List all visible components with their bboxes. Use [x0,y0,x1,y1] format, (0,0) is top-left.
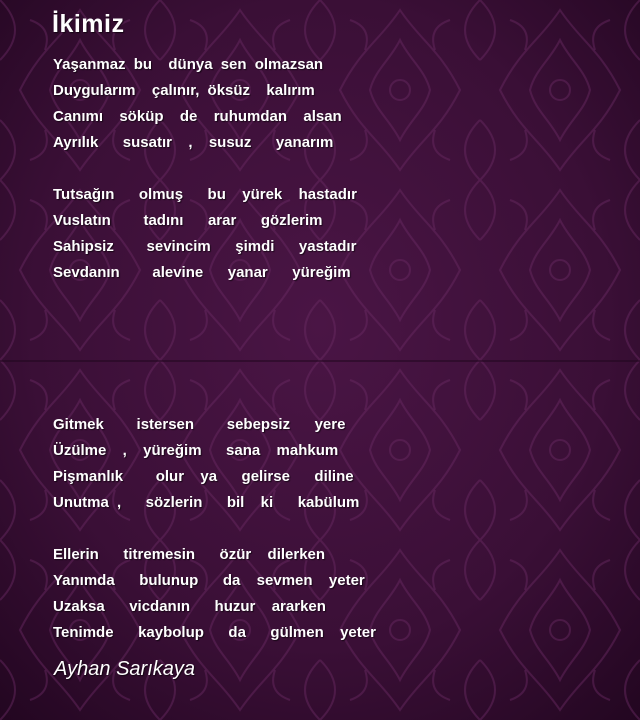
poem-line: Ayrılık susatır , susuz yanarım [53,134,334,151]
poem-line: Gitmek istersen sebepsiz yere [53,416,346,433]
poem-line: Canımı söküp de ruhumdan alsan [53,108,342,125]
poem-line: Yaşanmaz bu dünya sen olmazsan [53,56,324,73]
poem-line: Ellerin titremesin özür dilerken [53,546,326,563]
stanza-2 [53,182,357,286]
stanza-3 [53,412,359,516]
poem-line: Unutma , sözlerin bil ki kabülum [53,494,360,511]
poem-line: Yanımda bulunup da sevmen yeter [53,572,365,589]
stanza-1 [53,52,342,156]
author-name: Ayhan Sarıkaya [54,658,196,680]
poem-line: Uzaksa vicdanın huzur ararken [53,598,326,615]
poem-line: Tenimde kaybolup da gülmen yeter [53,624,376,641]
poem-title: İkimiz [52,10,125,38]
poem-line: Sevdanın alevine yanar yüreğim [53,264,351,281]
poem-line: Tutsağın olmuş bu yürek hastadır [53,186,357,203]
poem-line: Vuslatın tadını arar gözlerim [53,212,323,229]
stanza-4 [53,542,376,646]
poem-line: Duygularım çalınır, öksüz kalırım [53,82,315,99]
poem-line: Sahipsiz sevincim şimdi yastadır [53,238,357,255]
poem-line: Üzülme , yüreğim sana mahkum [53,442,339,459]
poem-line: Pişmanlık olur ya gelirse diline [53,468,354,485]
